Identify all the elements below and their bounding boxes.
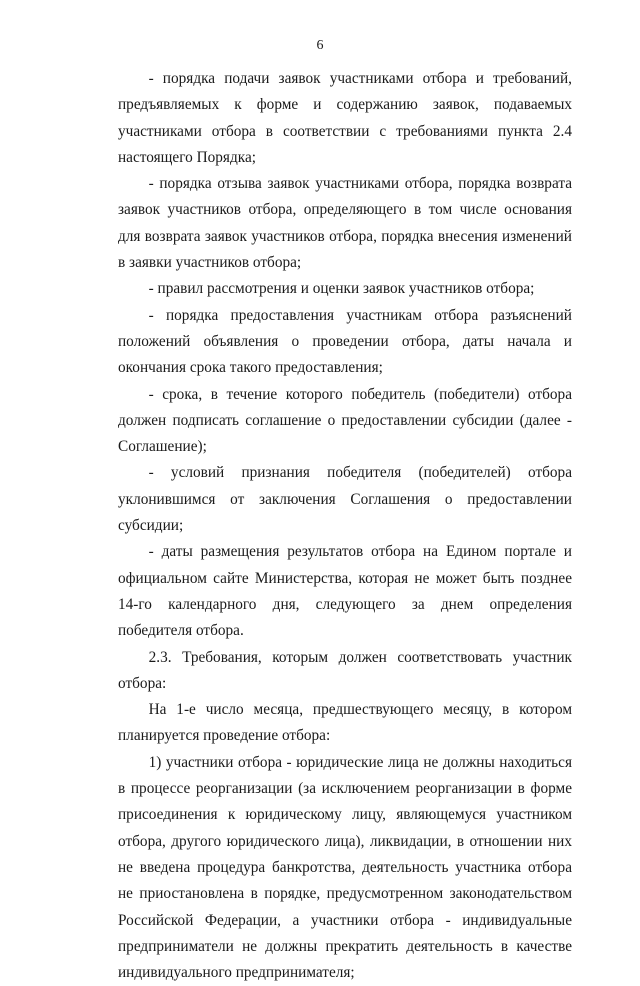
paragraph: - правил рассмотрения и оценки заявок участников отбора;	[148, 280, 535, 298]
paragraph: - даты размещения результатов отбора на Едином портале и официальном сайте Министерства, которая не может быть позднее 14-го календарного дня, следующего за днем определения победителя отбора.	[118, 543, 572, 640]
paragraph: - условий признания победителя (победителей) отбора уклонившимся от заключения Соглашения о предоставлении субсидии;	[118, 464, 572, 535]
paragraph: - срока, в течение которого победитель (победители) отбора должен подписать соглашение о предоставлении субсидии (далее - Соглашение);	[118, 385, 572, 456]
paragraph: - порядка подачи заявок участниками отбора и требований, предъявляемых к форме и содержанию заявок, подаваемых участниками отбора в соответствии с требованиями пункта 2.4 настоящего Порядка;	[118, 70, 572, 166]
paragraph: - порядка предоставления участникам отбора разъяснений положений объявления о проведении отбора, даты начала и окончания срока такого предоставления;	[118, 306, 572, 377]
page-number: 6	[316, 38, 324, 53]
paragraph: 2.3. Требования, которым должен соответствовать участник отбора:	[118, 648, 572, 692]
paragraph: - порядка отзыва заявок участниками отбора, порядка возврата заявок участников отбора, определяющего в том числе основания для возврата заявок участников отбора, порядка внесения изменений в заявки участников отбора;	[118, 175, 572, 272]
document-body	[118, 66, 572, 986]
paragraph: На 1-е число месяца, предшествующего месяцу, в котором планируется проведение отбора:	[118, 701, 572, 745]
paragraph: 1) участники отбора - юридические лица не должны находиться в процессе реорганизации (за исключением реорганизации в форме присоединения к юридическому лицу, являющемуся участником отбора, другого юридического лица), ликвидации, в отношении них не введена процедура банкротства, деятельность участника отбора не приостановлена в порядке, предусмотренном законодательством Российской Федерации, а участники отбора - индивидуальные предприниматели не должны прекратить деятельность в качестве индивидуального предпринимателя;	[118, 753, 572, 982]
